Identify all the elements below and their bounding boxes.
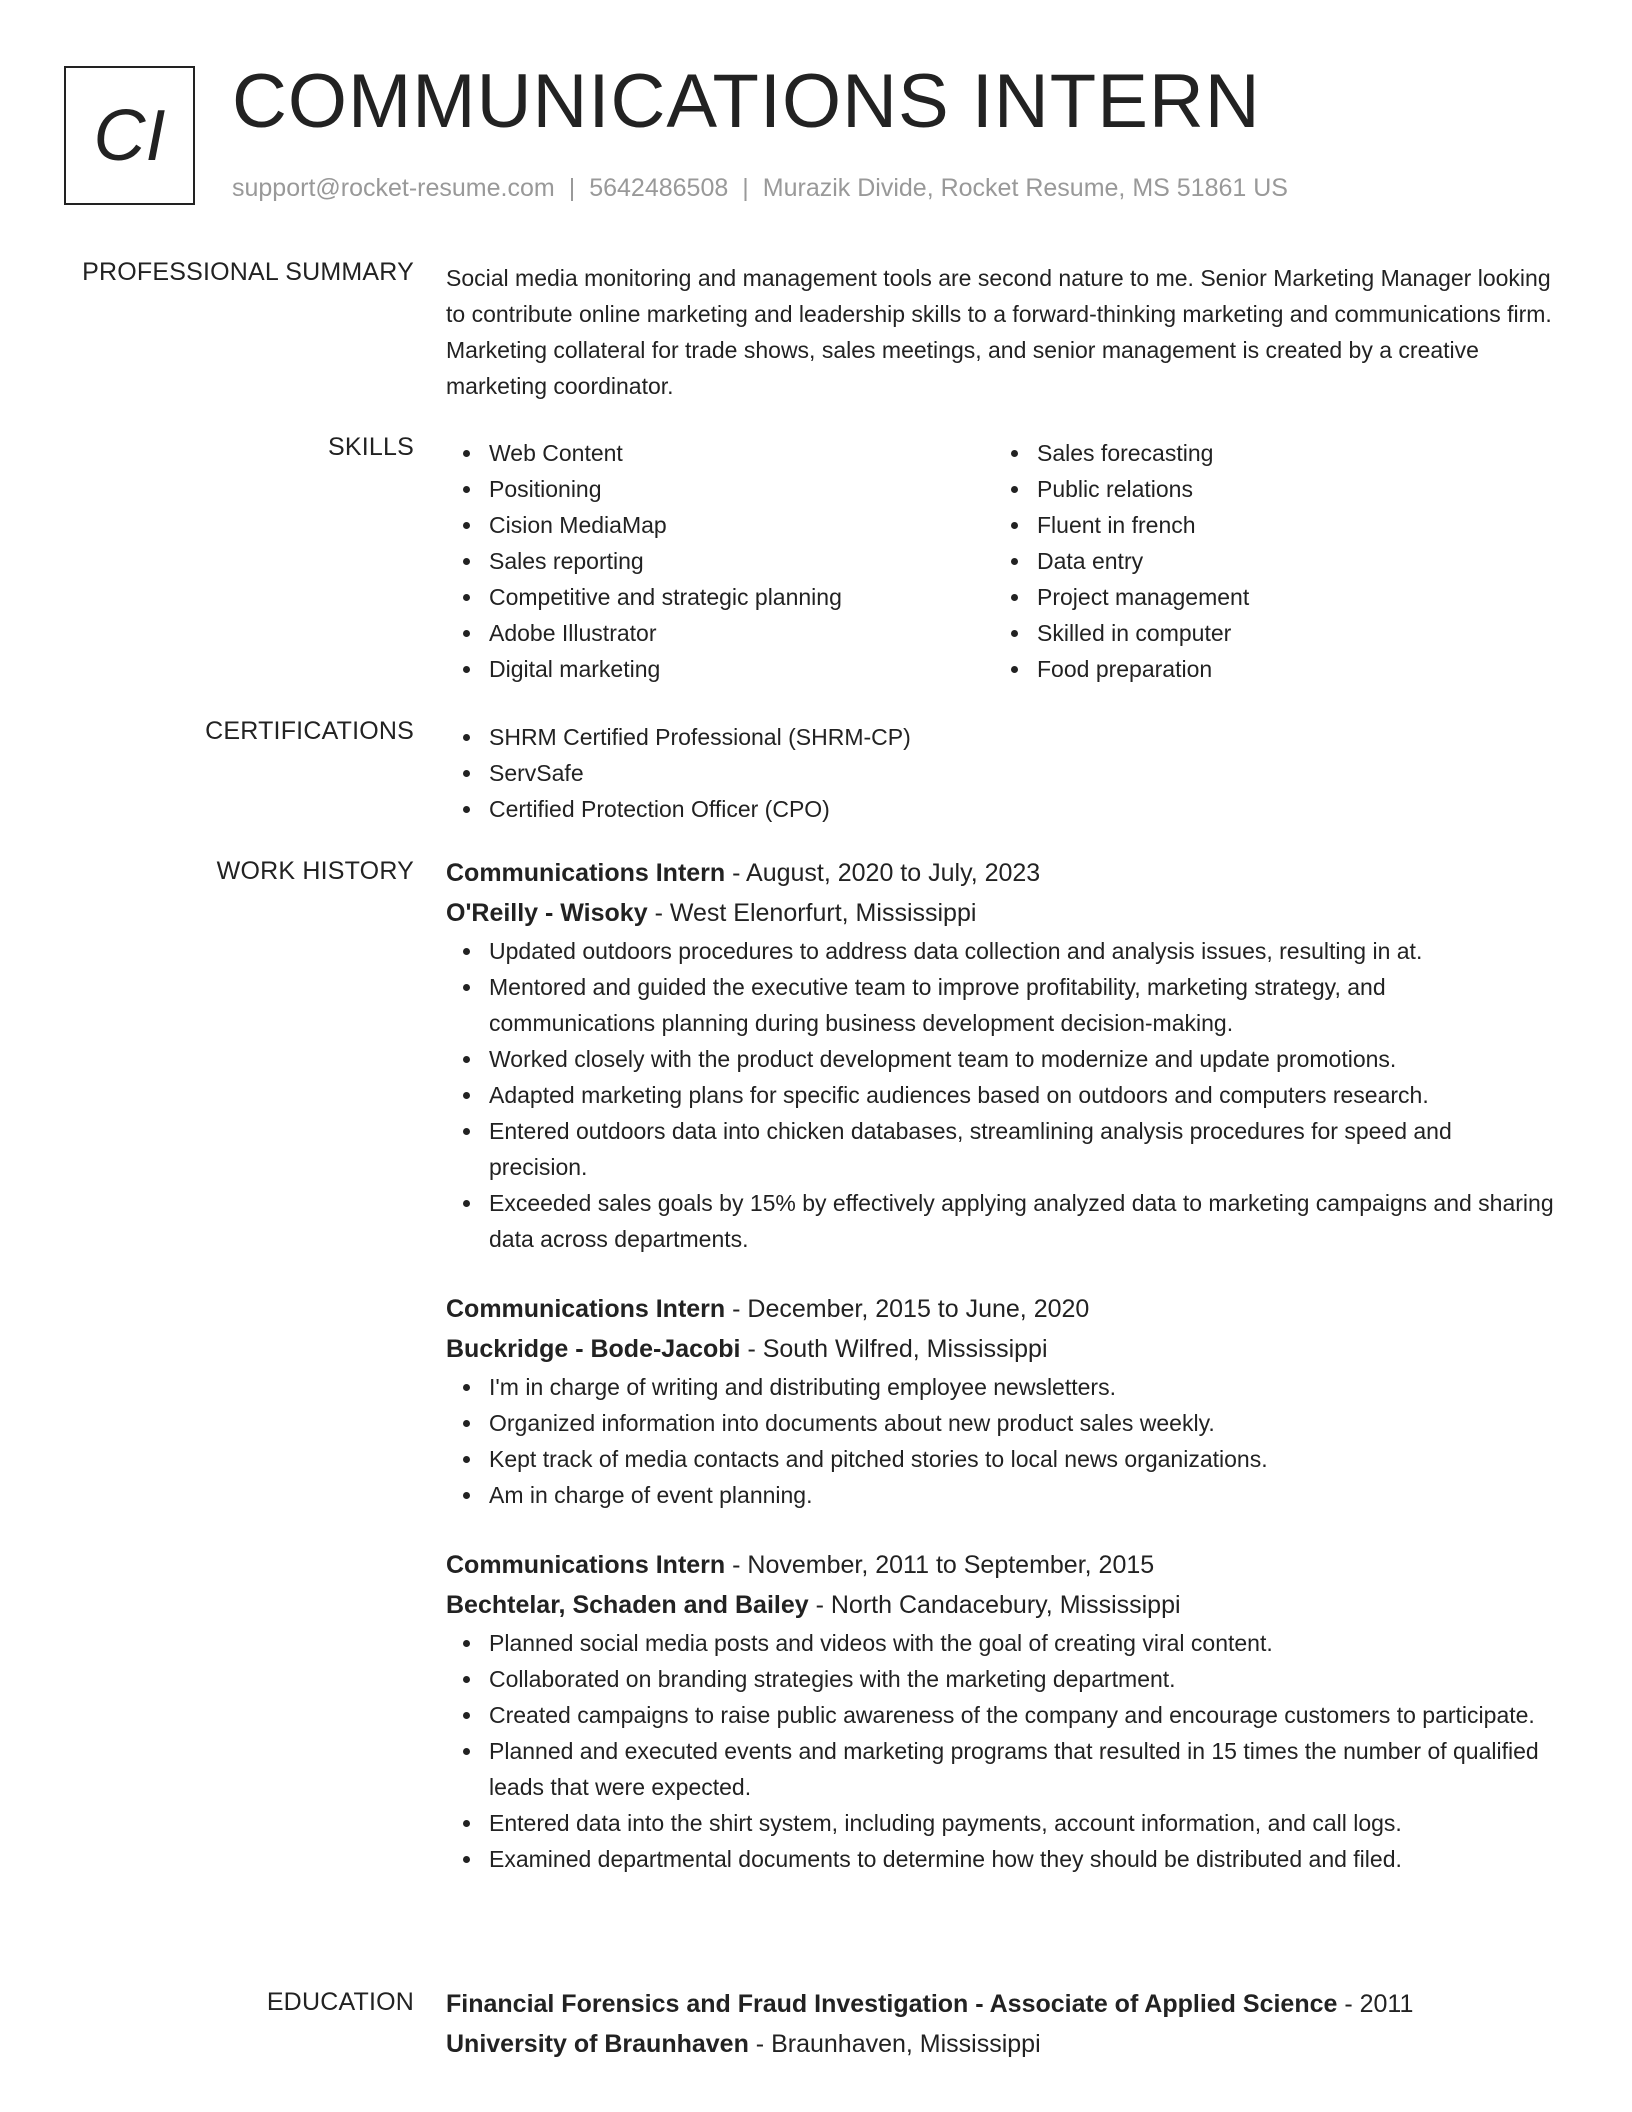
job-company-line [446,1585,1556,1625]
list-item: ServSafe [446,755,1556,791]
job-title: Communications Intern [446,1295,726,1323]
candidate-title: COMMUNICATIONS INTERN [232,59,1261,144]
list-item: Sales reporting [446,543,994,579]
education-school: University of Braunhaven [446,2030,749,2058]
job-title-line [446,1545,1556,1585]
job-company: Buckridge - Bode-Jacobi [446,1335,741,1363]
list-item: Positioning [446,471,994,507]
section-label-certifications: CERTIFICATIONS [205,717,414,745]
contact-address: Murazik Divide, Rocket Resume, MS 51861 US [762,174,1288,202]
job-title: Communications Intern [446,859,726,887]
skills-list-right [994,435,1542,687]
education-degree: Financial Forensics and Fraud Investigation - Associate of Applied Science [446,1990,1338,2018]
job-title-line [446,853,1556,893]
list-item: Organized information into documents about new product sales weekly. [446,1405,1556,1441]
list-item: Data entry [994,543,1542,579]
list-item: Fluent in french [994,507,1542,543]
job-location: - North Candacebury, Mississippi [808,1591,1181,1619]
list-item: Entered data into the shirt system, including payments, account information, and call logs. [446,1805,1556,1841]
job-entry [446,1545,1556,1877]
list-item: Am in charge of event planning. [446,1477,1556,1513]
job-location: - West Elenorfurt, Mississippi [647,899,977,927]
job-company-line [446,1329,1556,1369]
list-item: Adapted marketing plans for specific audiences based on outdoors and computers research. [446,1077,1556,1113]
list-item: Worked closely with the product development team to modernize and update promotions. [446,1041,1556,1077]
contact-line [232,174,1288,203]
education-body [446,1984,1556,2064]
list-item: Kept track of media contacts and pitched stories to local news organizations. [446,1441,1556,1477]
job-dates: - November, 2011 to September, 2015 [725,1551,1155,1579]
section-label-education: EDUCATION [266,1988,414,2016]
contact-email[interactable]: support@rocket-resume.com [232,174,555,202]
education-degree-line [446,1984,1556,2024]
list-item: Examined departmental documents to determine how they should be distributed and filed. [446,1841,1556,1877]
job-entry [446,1289,1556,1513]
section-label-work-history: WORK HISTORY [216,857,414,885]
section-label-skills: SKILLS [328,433,414,461]
resume-header [64,59,1564,216]
list-item: Competitive and strategic planning [446,579,994,615]
job-entry [446,853,1556,1257]
job-company: O'Reilly - Wisoky [446,899,648,927]
summary-text: Social media monitoring and management tools are second nature to me. Senior Marketing Manager looking to contribute online marketing and leadership skills to a forward-thinking marketing and communications firm. Marketing collateral for trade shows, sales meetings, and senior management is created by a creative marketing coordinator. [446,265,1552,399]
job-bullets [446,1625,1556,1877]
contact-separator: | [742,174,749,202]
list-item: Digital marketing [446,651,994,687]
list-item: Certified Protection Officer (CPO) [446,791,1556,827]
list-item: Project management [994,579,1542,615]
section-label-summary: PROFESSIONAL SUMMARY [82,258,414,286]
list-item: Skilled in computer [994,615,1542,651]
list-item: Entered outdoors data into chicken databases, streamlining analysis procedures for speed and precision. [446,1113,1556,1185]
list-item: Mentored and guided the executive team to improve profitability, marketing strategy, and communications planning during business development decision-making. [446,969,1556,1041]
contact-phone[interactable]: 5642486508 [589,174,729,202]
work-history-body [446,853,1556,1909]
list-item: Adobe Illustrator [446,615,994,651]
list-item: Web Content [446,435,994,471]
job-location: - South Wilfred, Mississippi [740,1335,1048,1363]
list-item: Sales forecasting [994,435,1542,471]
list-item: Public relations [994,471,1542,507]
list-item: Exceeded sales goals by 15% by effectively applying analyzed data to marketing campaigns and sharing data across departments. [446,1185,1556,1257]
skills-list-left [446,435,994,687]
certifications-list [446,719,1556,827]
list-item: Planned social media posts and videos with the goal of creating viral content. [446,1625,1556,1661]
education-school-line [446,2024,1556,2064]
job-company: Bechtelar, Schaden and Bailey [446,1591,809,1619]
education-year: - 2011 [1337,1990,1414,2018]
monogram-badge: CI [64,66,195,205]
list-item: Updated outdoors procedures to address data collection and analysis issues, resulting in at. [446,933,1556,969]
education-location: - Braunhaven, Mississippi [748,2030,1041,2058]
job-dates: - August, 2020 to July, 2023 [725,859,1041,887]
job-company-line [446,893,1556,933]
list-item: Collaborated on branding strategies with the marketing department. [446,1661,1556,1697]
list-item: Created campaigns to raise public awareness of the company and encourage customers to participate. [446,1697,1556,1733]
job-bullets [446,1369,1556,1513]
list-item: Planned and executed events and marketing programs that resulted in 15 times the number of qualified leads that were expected. [446,1733,1556,1805]
list-item: Food preparation [994,651,1542,687]
list-item: I'm in charge of writing and distributing employee newsletters. [446,1369,1556,1405]
job-bullets [446,933,1556,1257]
list-item: Cision MediaMap [446,507,994,543]
job-title: Communications Intern [446,1551,726,1579]
job-dates: - December, 2015 to June, 2020 [725,1295,1090,1323]
skills-body [446,435,1556,687]
certifications-body [446,719,1556,827]
list-item: SHRM Certified Professional (SHRM-CP) [446,719,1556,755]
job-title-line [446,1289,1556,1329]
contact-separator: | [568,174,576,202]
